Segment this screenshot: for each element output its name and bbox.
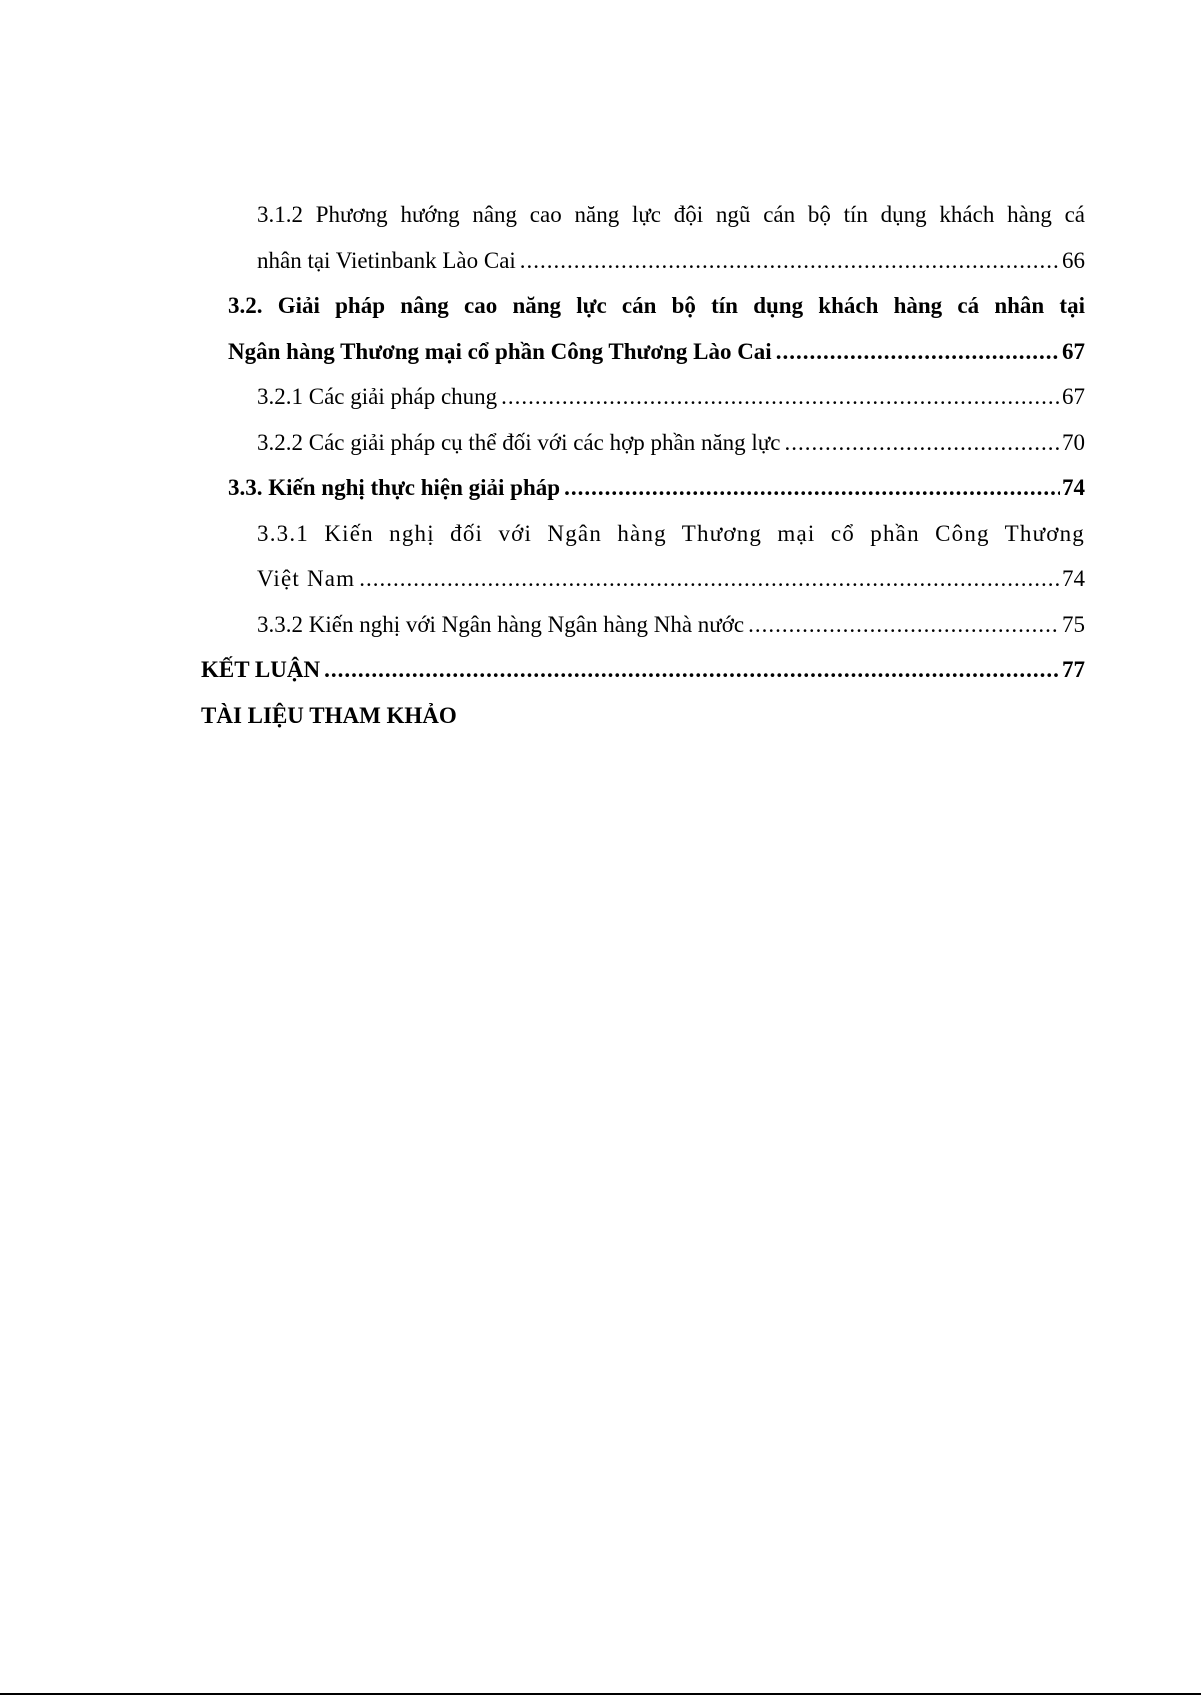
toc-entry-text: 3.2.2 Các giải pháp cụ thể đối với các hợp phần năng lực [257,430,781,455]
toc-entry-text: 3.3. Kiến nghị thực hiện giải pháp [228,475,561,500]
toc-entry-text: KẾT LUẬN [201,657,321,682]
toc-entry-3-3-1 [257,519,1085,549]
page-number: 70 [1062,430,1085,455]
toc-entry-3-3-1-continued [257,564,1085,594]
page-number: 74 [1062,566,1085,591]
leader-dots [520,246,1060,276]
toc-entry-text: 3.3.2 Kiến nghị với Ngân hàng Ngân hàng Nhà nước [257,612,745,637]
leader-dots [784,428,1060,458]
toc-entry-text: Ngân hàng Thương mại cổ phần Công Thương Lào Cai [228,339,772,364]
leader-dots [776,337,1060,367]
toc-entry-3-3 [228,473,1085,503]
toc-entry-3-1-2-continued [257,246,1085,276]
toc-entry-tai-lieu-tham-khao [201,701,1085,731]
leader-dots [501,382,1060,412]
page-number: 77 [1062,657,1085,682]
toc-entry-text: 3.3.1 Kiến nghị đối với Ngân hàng Thương mại cổ phần Công Thương [257,521,1085,546]
toc-entry-ket-luan [201,655,1085,685]
leader-dots [324,655,1060,685]
toc-entry-3-2-1 [257,382,1085,412]
page-number: 74 [1062,475,1085,500]
page-bottom-border [0,1693,1201,1695]
leader-dots [748,610,1060,640]
page-number: 67 [1062,339,1085,364]
toc-entry-3-1-2 [257,200,1085,230]
toc-entry-text: Việt Nam [257,566,356,591]
toc-entry-text: TÀI LIỆU THAM KHẢO [201,703,457,728]
toc-entry-text: nhân tại Vietinbank Lào Cai [257,248,516,273]
leader-dots [564,473,1060,503]
toc-entry-text: 3.2.1 Các giải pháp chung [257,384,498,409]
toc-entry-3-2-continued [228,337,1085,367]
leader-dots [359,564,1060,594]
toc-entry-3-3-2 [257,610,1085,640]
page-number: 75 [1062,612,1085,637]
toc-entry-3-2 [228,291,1085,321]
toc-entry-text: 3.1.2 Phương hướng nâng cao năng lực đội ngũ cán bộ tín dụng khách hàng cá [257,202,1085,227]
toc-entry-text: 3.2. Giải pháp nâng cao năng lực cán bộ tín dụng khách hàng cá nhân tại [228,293,1085,318]
toc-entry-3-2-2 [257,428,1085,458]
page-number: 67 [1062,384,1085,409]
page-number: 66 [1062,248,1085,273]
